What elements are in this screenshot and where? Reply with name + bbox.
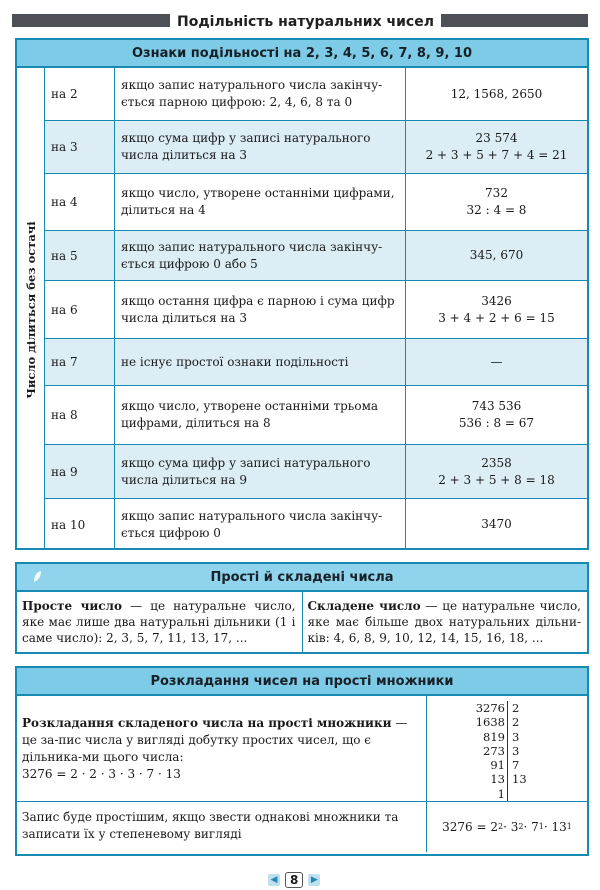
primes-body (17, 592, 587, 652)
example-line: 3470 (481, 517, 512, 531)
table-row (45, 120, 587, 173)
table-row (45, 444, 587, 498)
power-note: Запис буде простішим, якщо звести однакові множники та записати їх у степеневому вигляді (17, 802, 427, 852)
table-row (45, 338, 587, 385)
row-example (406, 231, 587, 280)
row-condition: якщо запис натурального числа закінчу-ється цифрою 0 або 5 (115, 231, 406, 280)
column-line (427, 730, 587, 744)
table-row (45, 498, 587, 550)
row-label: на 8 (45, 386, 115, 444)
row-condition: якщо сума цифр у записі натурального числа ділиться на 3 (115, 121, 406, 173)
row-example (406, 386, 587, 444)
prime-term: Просте число (22, 599, 123, 613)
page-footer (268, 872, 320, 888)
prev-page-icon[interactable]: ◀ (268, 874, 280, 886)
column-line (427, 715, 587, 729)
table-row (45, 280, 587, 338)
factorization-text: — це за-пис числа у вигляді добутку простих чисел, що є дільника-ми цього числа: (22, 716, 408, 764)
row-example (406, 445, 587, 498)
row-example (406, 121, 587, 173)
example-line: 2358 (481, 455, 512, 470)
column-number: 1 (427, 787, 508, 801)
column-divisor (508, 787, 512, 801)
row-condition: якщо запис натурального числа закінчу-ється парною цифрою: 2, 4, 6, 8 та 0 (115, 68, 406, 120)
row-label: на 9 (45, 445, 115, 498)
example-line: 32 : 4 = 8 (466, 203, 527, 217)
table-row (45, 68, 587, 120)
column-divisor: 13 (512, 772, 527, 787)
factorization-section (15, 666, 589, 856)
example-line: 2 + 3 + 5 + 7 + 4 = 21 (425, 148, 568, 162)
prime-definition (17, 592, 303, 652)
next-page-icon[interactable]: ▶ (308, 874, 320, 886)
column-number: 273 (427, 744, 508, 758)
row-example (406, 499, 587, 550)
composite-text: — це натуральне число, яке має більше двох натуральних дільни-ків: 4, 6, 8, 9, 10, 12, 14, 15, 16, 18, ... (307, 599, 581, 645)
primes-title-text: Прості й складені числа (210, 570, 394, 585)
column-divisor: 7 (512, 758, 520, 773)
factorization-column (427, 696, 587, 801)
row-condition: якщо число, утворене останніми цифрами, ділиться на 4 (115, 174, 406, 230)
row-condition: якщо число, утворене останніми трьома цифрами, ділиться на 8 (115, 386, 406, 444)
divisibility-section (15, 38, 589, 550)
column-line (427, 744, 587, 758)
row-condition: якщо сума цифр у записі натурального числа ділиться на 9 (115, 445, 406, 498)
composite-definition (303, 592, 588, 652)
table-row (45, 230, 587, 280)
column-number: 91 (427, 758, 508, 772)
formula-part: 3276 = 2 (442, 820, 499, 834)
column-divisor: 2 (512, 715, 520, 730)
example-line: 3426 (481, 293, 512, 308)
row-label: на 7 (45, 339, 115, 385)
column-divisor: 2 (512, 701, 520, 715)
example-line: — (490, 354, 503, 369)
power-formula: 3276 = 2 2 · 3 2 · 7 1 · 13 1 (442, 820, 572, 834)
factorization-title: Розкладання чисел на прості множники (17, 668, 587, 696)
table-row (45, 385, 587, 444)
example-line: 2 + 3 + 5 + 8 = 18 (438, 472, 555, 487)
row-example (406, 339, 587, 385)
example-line: 536 : 8 = 67 (458, 416, 535, 430)
prime-text: — це натуральне число, яке має лише два натуральні дільники (1 і саме число): 2, 3, 5, 7, 11, 13, 17, ... (22, 599, 296, 645)
column-divisor: 3 (512, 729, 520, 744)
factorization-main (17, 696, 587, 802)
example-line: 345, 670 (469, 248, 524, 262)
composite-term: Складене число (307, 599, 421, 613)
page-title: Подільність натуральних чисел (170, 12, 441, 32)
page-number: 8 (285, 872, 303, 888)
divisibility-rows (45, 68, 587, 548)
primes-section (15, 562, 589, 654)
formula-part: · 7 (523, 820, 539, 834)
primes-title (17, 564, 587, 592)
side-label: Число ділиться без остачі (24, 221, 38, 399)
example-line: 3 + 4 + 2 + 6 = 15 (438, 310, 555, 325)
column-line (427, 758, 587, 772)
factorization-power (17, 802, 587, 852)
row-label: на 5 (45, 231, 115, 280)
column-line (427, 701, 587, 715)
row-example (406, 68, 587, 120)
column-divisor: 3 (512, 743, 520, 758)
row-condition: якщо запис натурального числа закінчу-ється цифрою 0 (115, 499, 406, 550)
row-condition: не існує простої ознаки подільності (115, 339, 406, 385)
row-example (406, 174, 587, 230)
column-line (427, 787, 587, 801)
factorization-definition (17, 696, 427, 801)
column-line (427, 772, 587, 786)
row-label: на 10 (45, 499, 115, 550)
formula-part: · 13 (543, 820, 567, 834)
leaf-icon (33, 570, 42, 583)
column-number: 819 (427, 730, 508, 744)
column-number: 1638 (427, 715, 508, 729)
row-label: на 3 (45, 121, 115, 173)
divisibility-title: Ознаки подільності на 2, 3, 4, 5, 6, 7, 8, 9, 10 (17, 40, 587, 68)
row-example (406, 281, 587, 338)
example-line: 732 (485, 186, 508, 200)
table-row (45, 173, 587, 230)
example-line: 12, 1568, 2650 (450, 86, 543, 101)
row-label: на 2 (45, 68, 115, 120)
row-label: на 4 (45, 174, 115, 230)
row-condition: якщо остання цифра є парною і сума цифр числа ділиться на 3 (115, 281, 406, 338)
factorization-example: 3276 = 2 · 2 · 3 · 3 · 7 · 13 (22, 767, 181, 781)
side-label-column (17, 68, 45, 548)
column-number: 3276 (427, 701, 508, 715)
example-line: 743 536 (471, 399, 522, 413)
formula-part: · 3 (503, 820, 519, 834)
factorization-term: Розкладання складеного числа на прості множники (22, 716, 392, 730)
row-label: на 6 (45, 281, 115, 338)
example-line: 23 574 (475, 131, 518, 145)
column-number: 13 (427, 772, 508, 786)
